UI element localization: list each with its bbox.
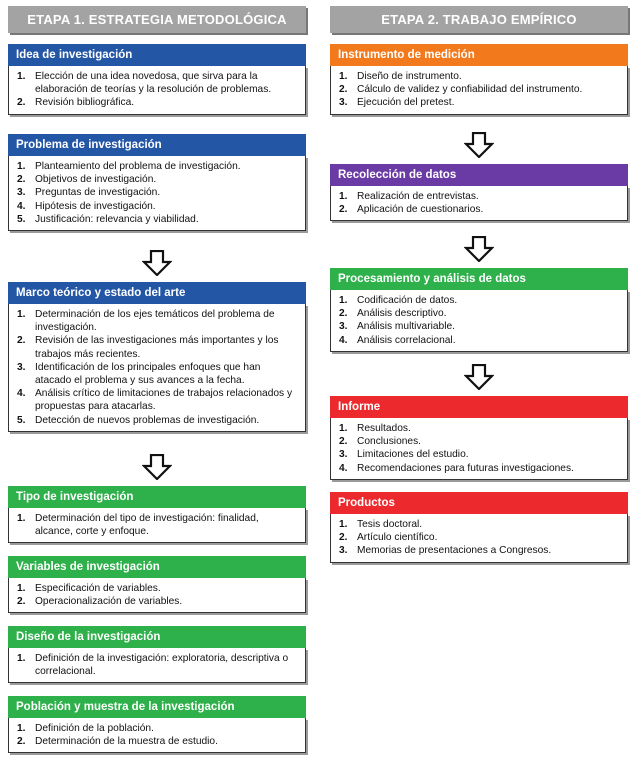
section-title: Diseño de la investigación <box>8 626 306 648</box>
section-title: Tipo de investigación <box>8 486 306 508</box>
section-title: Idea de investigación <box>8 44 306 66</box>
list-item: 2. Análisis descriptivo. <box>339 308 447 320</box>
section-informe <box>330 396 628 480</box>
list-item: 1. Elección de una idea novedosa, que sirva para la elaboración de teorías y la resolución de problemas. <box>17 71 272 96</box>
down-arrow-icon <box>142 454 172 480</box>
list-item: 1. Diseño de instrumento. <box>339 71 462 82</box>
list-item: 1. Definición de la investigación: exploratoria, descriptiva o correlacional. <box>17 653 289 678</box>
list-item: 1. Codificación de datos. <box>339 295 458 306</box>
stage2-column <box>330 6 628 557</box>
section-body <box>8 156 306 231</box>
section-body <box>8 66 306 115</box>
down-arrow-icon <box>142 250 172 276</box>
list-item: 1. Planteamiento del problema de investigación. <box>17 161 241 172</box>
section-body <box>330 290 628 352</box>
list-item: 1. Resultados. <box>339 423 411 434</box>
list-item: 3. Memorias de presentaciones a Congresos. <box>339 545 552 557</box>
stage1-column <box>8 6 306 748</box>
stage2-header: ETAPA 2. TRABAJO EMPÍRICO <box>330 6 628 33</box>
section-variables <box>8 556 306 613</box>
stage1-header: ETAPA 1. ESTRATEGIA METODOLÓGICA <box>8 6 306 33</box>
list-item: 1. Tesis doctoral. <box>339 519 423 530</box>
section-body <box>8 648 306 683</box>
section-body <box>330 66 628 115</box>
section-poblacion <box>8 696 306 753</box>
list-item: 1. Definición de la población. <box>17 723 154 734</box>
section-body <box>8 718 306 753</box>
list-item: 2. Revisión bibliográfica. <box>17 97 135 109</box>
section-procesamiento <box>330 268 628 352</box>
section-recoleccion <box>330 164 628 221</box>
list-item: 2. Artículo científico. <box>339 532 438 544</box>
section-title: Instrumento de medición <box>330 44 628 66</box>
section-body <box>8 304 306 432</box>
section-title: Recolección de datos <box>330 164 628 186</box>
section-title: Población y muestra de la investigación <box>8 696 306 718</box>
list-item: 2. Revisión de las investigaciones más importantes y los trabajos más recientes. <box>17 335 279 360</box>
list-item: 3. Identificación de los principales enfoques que han atacado el problema y sus avances a la fecha. <box>17 361 261 387</box>
section-tipo <box>8 486 306 543</box>
section-idea <box>8 44 306 115</box>
section-productos <box>330 492 628 563</box>
list-item: 2. Aplicación de cuestionarios. <box>339 204 484 216</box>
list-item: 2. Operacionalización de variables. <box>17 596 183 608</box>
section-problema <box>8 134 306 231</box>
list-item: 5. Justificación: relevancia y viabilidad. <box>17 213 199 225</box>
section-body <box>330 186 628 221</box>
list-item: 4. Recomendaciones para futuras investigaciones. <box>339 462 574 474</box>
section-title: Informe <box>330 396 628 418</box>
list-item: 4. Análisis crítico de limitaciones de trabajos relacionados y propuestas para atacarlas. <box>17 388 293 413</box>
section-body <box>330 514 628 563</box>
section-title: Variables de investigación <box>8 556 306 578</box>
section-marco <box>8 282 306 432</box>
list-item: 3. Ejecución del pretest. <box>339 97 455 109</box>
section-body <box>330 418 628 480</box>
list-item: 2. Cálculo de validez y confiabilidad del instrumento. <box>339 84 583 96</box>
section-body <box>8 578 306 613</box>
list-item: 2. Conclusiones. <box>339 436 421 448</box>
list-item: 4. Análisis correlacional. <box>339 334 456 346</box>
section-body <box>8 508 306 543</box>
list-item: 1. Determinación del tipo de investigación: finalidad, alcance, corte y enfoque. <box>17 513 259 538</box>
section-diseno <box>8 626 306 683</box>
list-item: 2. Determinación de la muestra de estudio. <box>17 736 218 748</box>
list-item: 4. Hipótesis de investigación. <box>17 200 156 212</box>
section-title: Procesamiento y análisis de datos <box>330 268 628 290</box>
section-instrumento <box>330 44 628 115</box>
down-arrow-icon <box>464 236 494 262</box>
section-title: Productos <box>330 492 628 514</box>
list-item: 5. Detección de nuevos problemas de investigación. <box>17 414 260 426</box>
down-arrow-icon <box>464 364 494 390</box>
list-item: 3. Limitaciones del estudio. <box>339 449 469 461</box>
list-item: 1. Especificación de variables. <box>17 583 161 594</box>
list-item: 2. Objetivos de investigación. <box>17 174 157 186</box>
section-title: Problema de investigación <box>8 134 306 156</box>
down-arrow-icon <box>464 132 494 158</box>
list-item: 1. Realización de entrevistas. <box>339 191 479 202</box>
list-item: 3. Análisis multivariable. <box>339 321 455 333</box>
list-item: 3. Preguntas de investigación. <box>17 187 161 199</box>
list-item: 1. Determinación de los ejes temáticos del problema de investigación. <box>17 309 275 334</box>
section-title: Marco teórico y estado del arte <box>8 282 306 304</box>
